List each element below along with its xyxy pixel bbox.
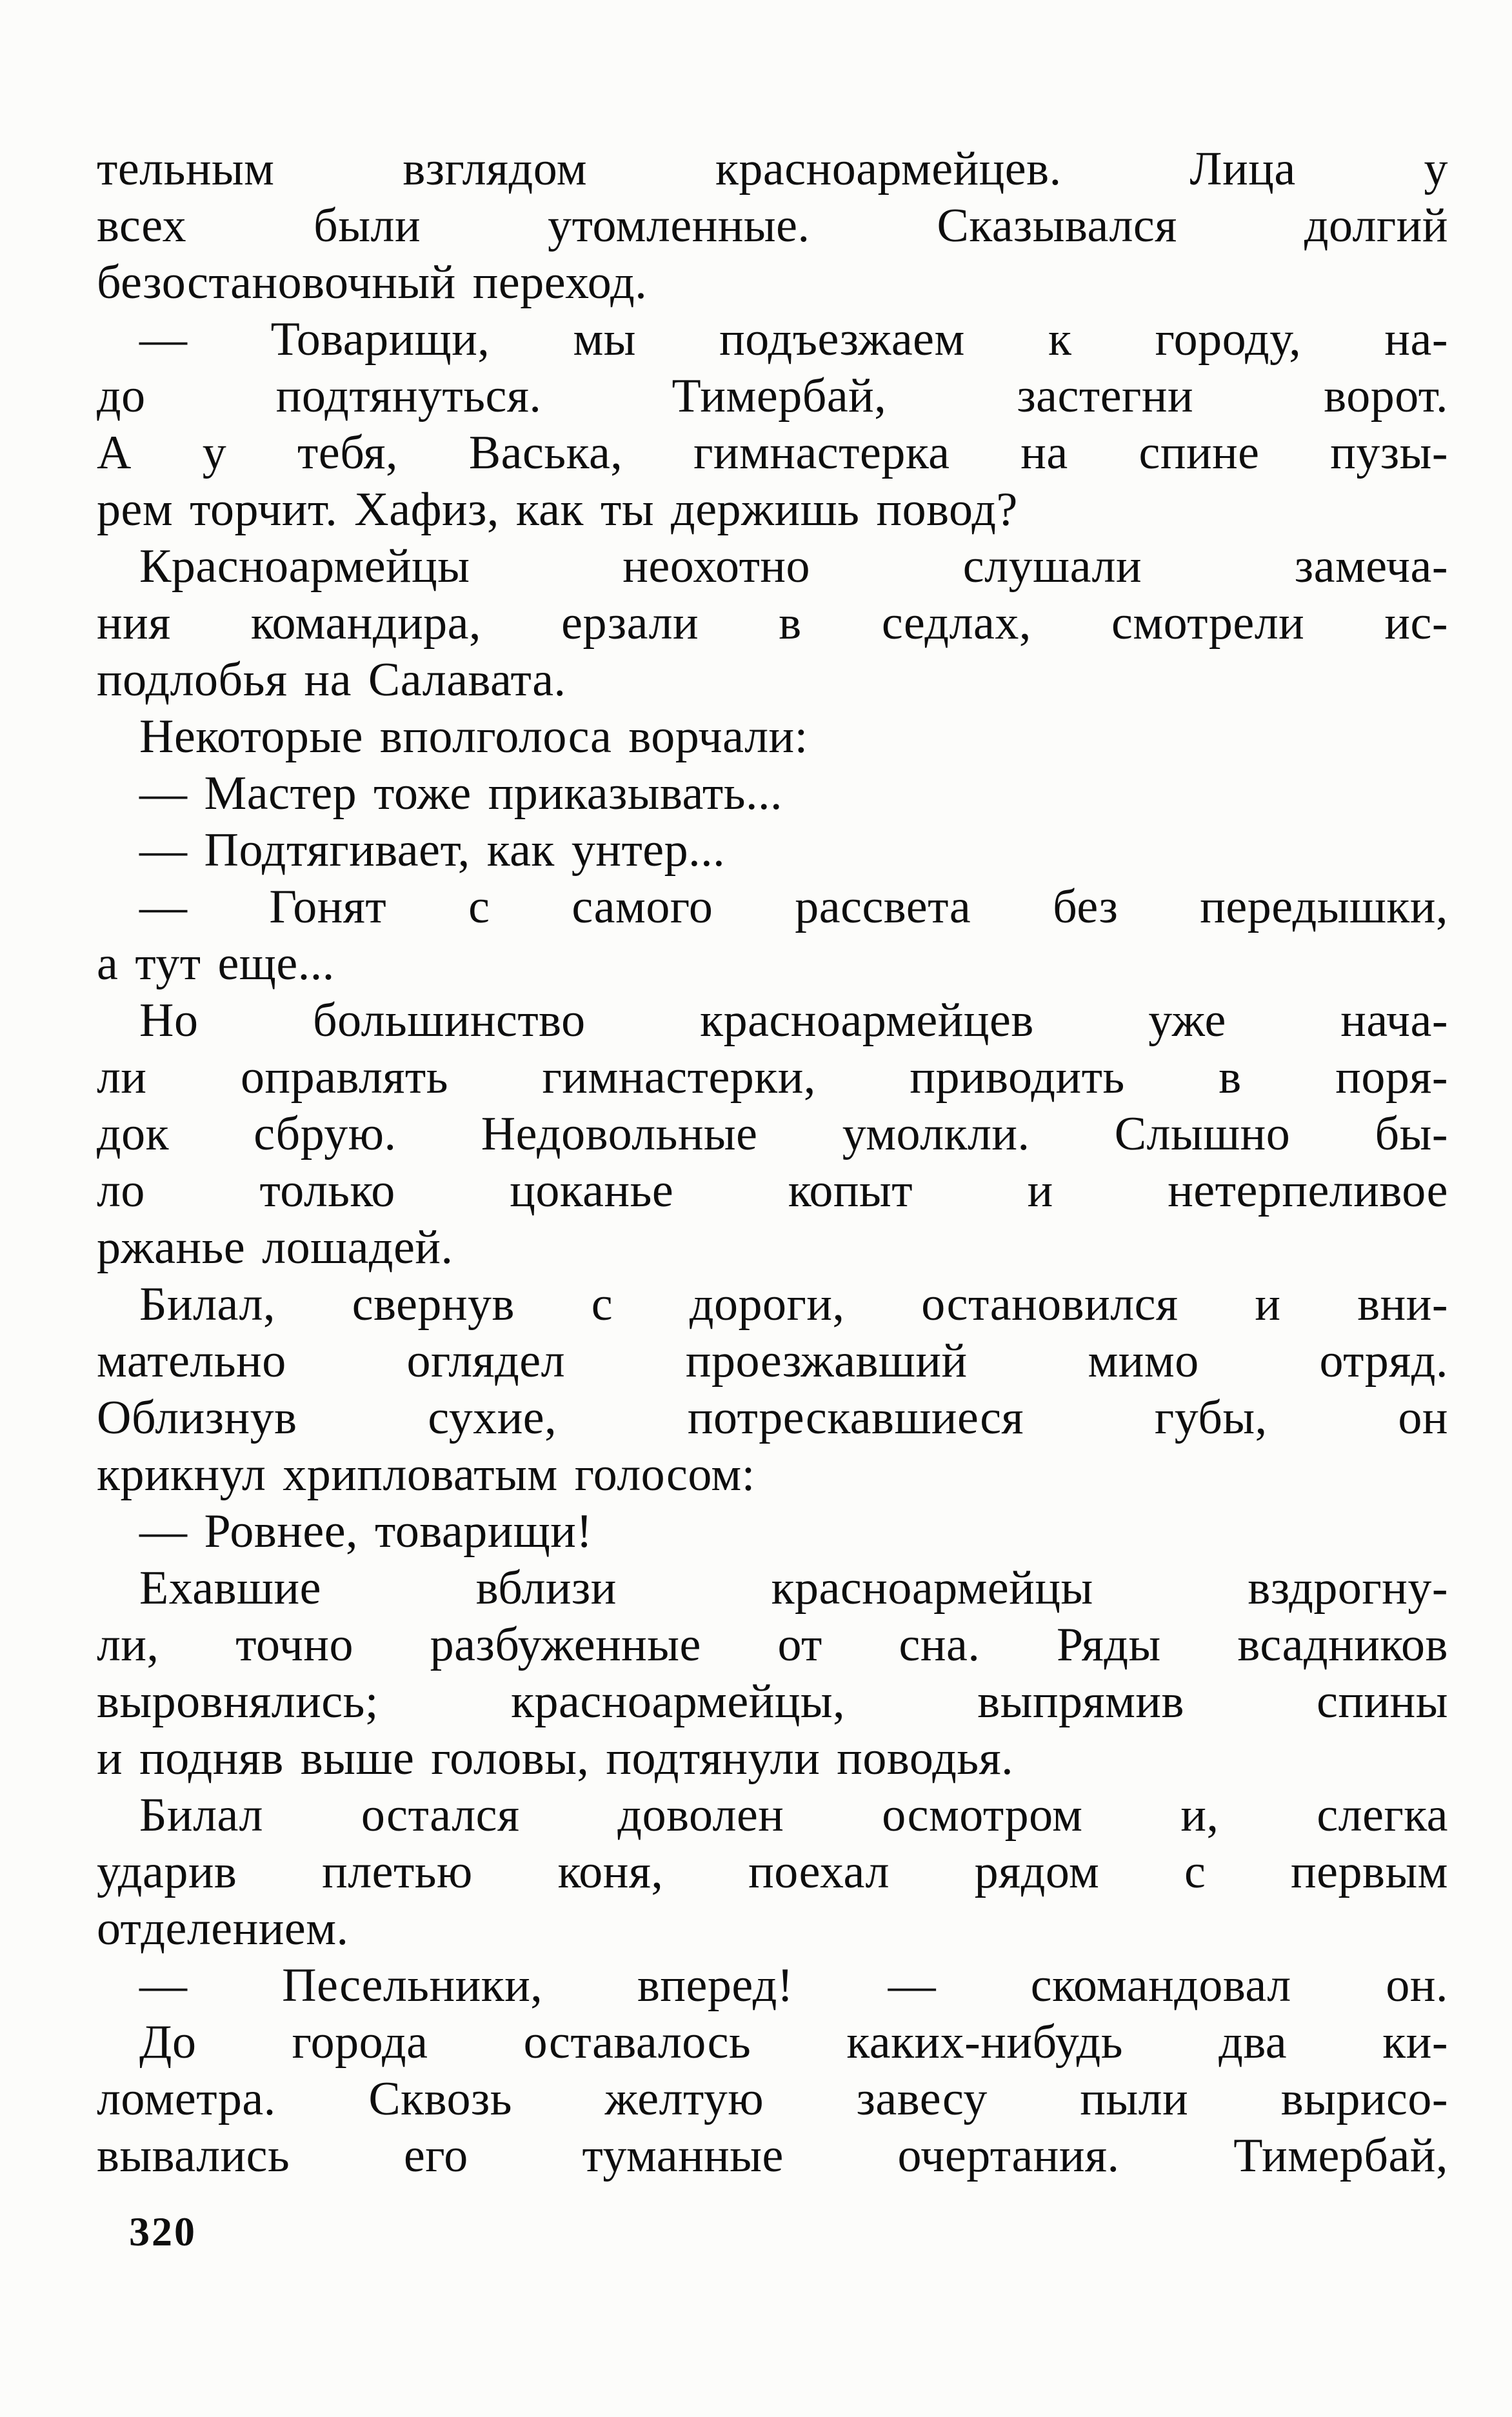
page-text-block (97, 141, 1448, 2184)
text-line: док сбрую. Недовольные умолкли. Слышно бы- (97, 1108, 1448, 1160)
text-line: мательно оглядел проезжавший мимо отряд. (97, 1335, 1448, 1388)
text-line: рем торчит. Хафиз, как ты держишь повод? (97, 483, 1018, 536)
text-line: Билал остался доволен осмотром и, слегка (139, 1789, 1448, 1842)
text-line: ли оправлять гимнастерки, приводить в поря- (97, 1051, 1448, 1104)
text-line: Красноармейцы неохотно слушали замеча- (139, 540, 1448, 593)
text-line: Билал, свернув с дороги, остановился и вни- (139, 1278, 1448, 1331)
text-line: — Песельники, вперед! — скомандовал он. (139, 1959, 1448, 2012)
text-line: безостановочный переход. (97, 256, 648, 309)
text-line: Но большинство красноармейцев уже нача- (139, 994, 1448, 1047)
text-line: — Ровнее, товарищи! (139, 1505, 593, 1558)
text-line: всех были утомленные. Сказывался долгий (97, 199, 1448, 252)
text-line: До города оставалось каких-нибудь два ки- (139, 2016, 1448, 2069)
text-line: Облизнув сухие, потрескавшиеся губы, он (97, 1391, 1448, 1444)
text-line: выровнялись; красноармейцы, выпрямив спины (97, 1675, 1448, 1728)
text-line: — Гонят с самого рассвета без передышки, (139, 880, 1448, 933)
text-line: крикнул хрипловатым голосом: (97, 1448, 755, 1501)
text-line: и подняв выше головы, подтянули поводья. (97, 1732, 1014, 1785)
text-line: вывались его туманные очертания. Тимербай, (97, 2129, 1448, 2182)
text-line: ржанье лошадей. (97, 1221, 453, 1274)
text-line: ли, точно разбуженные от сна. Ряды всадников (97, 1618, 1448, 1671)
text-line: подлобья на Салавата. (97, 653, 566, 706)
text-line: ударив плетью коня, поехал рядом с первым (97, 1845, 1448, 1898)
text-line: а тут еще... (97, 937, 335, 990)
text-line: А у тебя, Васька, гимнастерка на спине пузы- (97, 426, 1448, 479)
text-line: Некоторые вполголоса ворчали: (139, 710, 808, 763)
text-line: ния командира, ерзали в седлах, смотрели ис- (97, 597, 1448, 650)
text-line: тельным взглядом красноармейцев. Лица у (97, 143, 1448, 195)
text-line: ло только цоканье копыт и нетерпеливое (97, 1164, 1448, 1217)
page-number: 320 (129, 2209, 197, 2254)
text-line: лометра. Сквозь желтую завесу пыли вырисо- (97, 2073, 1448, 2125)
text-line: — Товарищи, мы подъезжаем к городу, на- (139, 313, 1448, 366)
text-line: до подтянуться. Тимербай, застегни ворот. (97, 370, 1448, 423)
text-line: — Мастер тоже приказывать... (139, 767, 782, 820)
text-line: Ехавшие вблизи красноармейцы вздрогну- (139, 1562, 1448, 1615)
text-line: — Подтягивает, как унтер... (139, 824, 726, 877)
text-line: отделением. (97, 1902, 349, 1955)
